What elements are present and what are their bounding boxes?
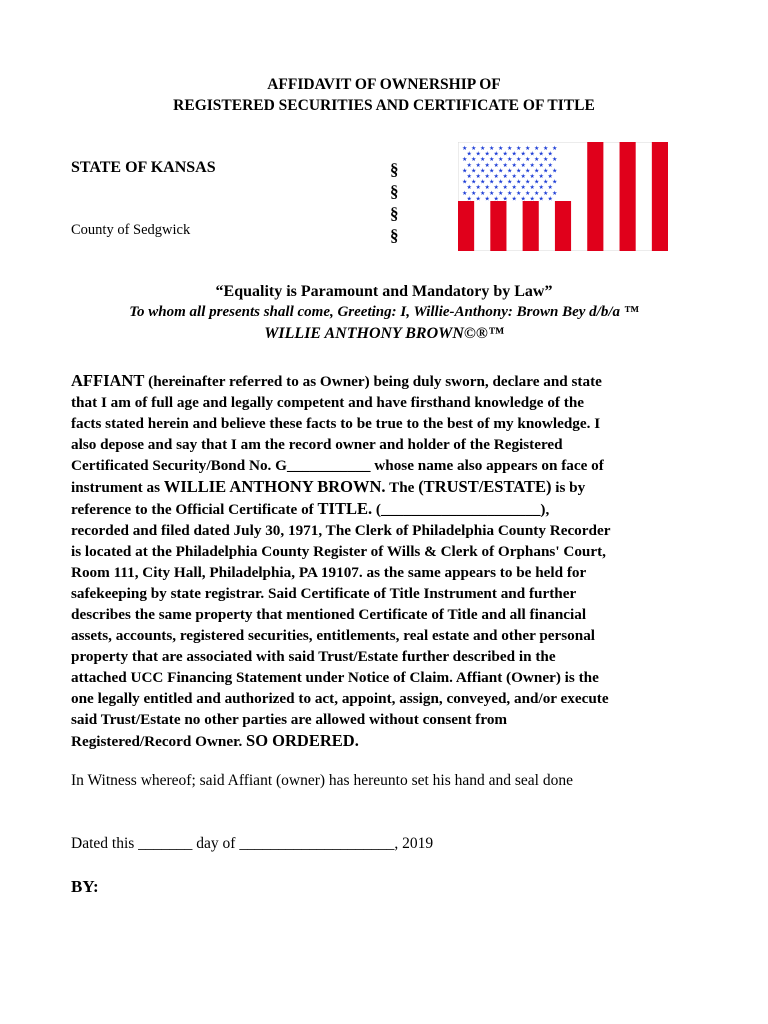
flag-star: ★ (462, 189, 468, 197)
flag-star: ★ (475, 184, 481, 192)
flag-star: ★ (525, 189, 531, 197)
body-line: Certificated Security/Bond No. G___________ whose name also appears on face of (71, 457, 604, 474)
flag-star: ★ (480, 178, 486, 186)
flag-star: ★ (552, 156, 558, 164)
by-label: BY: (71, 877, 99, 896)
flag-star: ★ (525, 145, 531, 152)
body-line: is by (551, 479, 586, 496)
flag-star: ★ (538, 173, 544, 180)
body-line: The (385, 479, 419, 496)
flag-star: ★ (534, 189, 540, 197)
flag-star: ★ (516, 189, 522, 197)
flag-star: ★ (480, 145, 486, 152)
flag-star: ★ (502, 184, 508, 192)
section-mark-4: § (390, 226, 399, 245)
flag-star: ★ (475, 150, 481, 158)
flag-icon (458, 142, 668, 251)
body-line: (_____________________), (372, 501, 550, 518)
flag-star: ★ (552, 167, 558, 175)
section-mark-2: § (390, 182, 399, 201)
flag-star: ★ (529, 195, 535, 203)
state-label: STATE OF KANSAS (71, 159, 216, 176)
flag-star: ★ (547, 173, 553, 180)
section-mark-1: § (390, 160, 399, 179)
flag-star: ★ (516, 167, 522, 175)
flag-star: ★ (484, 195, 490, 203)
flag-star: ★ (484, 184, 490, 192)
flag-star: ★ (516, 145, 522, 152)
flag-star: ★ (552, 145, 558, 152)
flag-star: ★ (511, 161, 517, 169)
flag-star: ★ (511, 195, 517, 203)
flag-star: ★ (471, 178, 477, 186)
flag-star: ★ (480, 189, 486, 197)
body-line: Registered/Record Owner. (71, 733, 247, 750)
flag-star: ★ (475, 173, 481, 180)
flag-star: ★ (534, 156, 540, 164)
body-line: that I am of full age and legally competent and have firsthand knowledge of the (71, 394, 585, 411)
flag-stripe (555, 201, 571, 251)
flag-star: ★ (475, 195, 481, 203)
flag-star: ★ (493, 184, 499, 192)
flag-star: ★ (462, 167, 468, 175)
body-line: one legally entitled and authorized to act, appoint, assign, conveyed, and/or execute (71, 690, 609, 707)
flag-star: ★ (529, 161, 535, 169)
flag-star: ★ (462, 178, 468, 186)
trust-estate: (TRUST/ESTATE) (418, 477, 552, 496)
flag-star: ★ (520, 184, 526, 192)
flag-star: ★ (471, 167, 477, 175)
flag-star: ★ (462, 145, 468, 152)
motto: “Equality is Paramount and Mandatory by Law” (215, 283, 553, 300)
flag-star: ★ (538, 161, 544, 169)
body-line: facts stated herein and believe these facts to be true to the best of my knowledge. I (71, 415, 601, 432)
flag-star: ★ (493, 150, 499, 158)
flag-star: ★ (529, 150, 535, 158)
flag-star: ★ (520, 195, 526, 203)
body-line: recorded and filed dated July 30, 1971, The Clerk of Philadelphia County Recorder (71, 522, 611, 539)
flag-stripe (652, 142, 668, 251)
flag-star: ★ (507, 156, 513, 164)
body-line: is located at the Philadelphia County Register of Wills & Clerk of Orphans' Court, (71, 543, 606, 560)
flag-star: ★ (475, 161, 481, 169)
flag-star: ★ (502, 195, 508, 203)
flag-star: ★ (489, 156, 495, 164)
flag-star: ★ (466, 150, 472, 158)
flag-star: ★ (489, 178, 495, 186)
body-line: said Trust/Estate no other parties are allowed without consent from (71, 711, 508, 728)
flag-star: ★ (498, 167, 504, 175)
flag-star: ★ (480, 156, 486, 164)
flag-stripe (523, 201, 539, 251)
flag-star: ★ (502, 173, 508, 180)
flag-star: ★ (489, 189, 495, 197)
flag-star: ★ (538, 184, 544, 192)
flag-star: ★ (466, 161, 472, 169)
flag-star: ★ (529, 173, 535, 180)
witness-line: In Witness whereof; said Affiant (owner) has hereunto set his hand and seal done (71, 772, 573, 789)
flag-star: ★ (520, 173, 526, 180)
flag-star: ★ (534, 145, 540, 152)
flag-star: ★ (552, 189, 558, 197)
flag-star: ★ (507, 145, 513, 152)
flag-star: ★ (480, 167, 486, 175)
body-line: attached UCC Financing Statement under Notice of Claim. Affiant (Owner) is the (71, 669, 599, 686)
body-line: instrument as (71, 479, 164, 496)
flag-star: ★ (511, 184, 517, 192)
flag-star: ★ (466, 173, 472, 180)
flag-star: ★ (489, 145, 495, 152)
flag-star: ★ (543, 178, 549, 186)
flag-star: ★ (543, 145, 549, 152)
flag-star: ★ (462, 156, 468, 164)
flag-star: ★ (511, 173, 517, 180)
so-ordered: SO ORDERED. (246, 731, 359, 750)
flag-star: ★ (547, 150, 553, 158)
body-line: assets, accounts, registered securities, entitlements, real estate and other personal (71, 627, 596, 644)
flag-star: ★ (543, 167, 549, 175)
body-line: also depose and say that I am the record owner and holder of the Registered (71, 436, 563, 453)
flag-star: ★ (498, 156, 504, 164)
flag-star: ★ (552, 178, 558, 186)
flag-star: ★ (547, 184, 553, 192)
county-label: County of Sedgwick (71, 222, 191, 238)
flag-star: ★ (516, 156, 522, 164)
title-line-1: AFFIDAVIT OF OWNERSHIP OF (267, 76, 501, 93)
flag-star: ★ (507, 178, 513, 186)
flag-star: ★ (484, 161, 490, 169)
flag-star: ★ (471, 145, 477, 152)
flag-star: ★ (466, 195, 472, 203)
flag-star: ★ (525, 178, 531, 186)
flag-star: ★ (502, 150, 508, 158)
flag-star: ★ (493, 161, 499, 169)
flag-star: ★ (543, 189, 549, 197)
flag-star: ★ (493, 173, 499, 180)
flag-star: ★ (471, 156, 477, 164)
flag-star: ★ (471, 189, 477, 197)
owner-name: WILLIE ANTHONY BROWN. (163, 477, 386, 496)
flag-star: ★ (543, 156, 549, 164)
affiant-lead: AFFIANT (71, 371, 145, 390)
flag-star: ★ (520, 150, 526, 158)
section-mark-3: § (390, 204, 399, 223)
dated-line: Dated this _______ day of ____________________, 2019 (71, 835, 434, 852)
flag-star: ★ (534, 167, 540, 175)
flag-star: ★ (525, 167, 531, 175)
flag-star: ★ (534, 178, 540, 186)
flag-star: ★ (547, 195, 553, 203)
flag-star: ★ (529, 184, 535, 192)
flag-star: ★ (547, 161, 553, 169)
flag-star: ★ (511, 150, 517, 158)
flag-star: ★ (484, 173, 490, 180)
flag-star: ★ (466, 184, 472, 192)
body-line: reference to the Official Certificate of (71, 501, 318, 518)
title-line-2: REGISTERED SECURITIES AND CERTIFICATE OF TITLE (173, 97, 595, 114)
flag-star: ★ (484, 150, 490, 158)
body-line: describes the same property that mentioned Certificate of Title and all financial (71, 606, 587, 623)
flag-star: ★ (502, 161, 508, 169)
body-line: Room 111, City Hall, Philadelphia, PA 19107. as the same appears to be held for (71, 564, 587, 581)
flag-stripe (458, 201, 474, 251)
flag-star: ★ (507, 189, 513, 197)
flag-star: ★ (489, 167, 495, 175)
greeting: To whom all presents shall come, Greeting: I, Willie-Anthony: Brown Bey d/b/a ™ (129, 304, 639, 320)
flag-star: ★ (538, 195, 544, 203)
name-line: WILLIE ANTHONY BROWN©®™ (264, 325, 504, 342)
body-line: property that are associated with said Trust/Estate further described in the (71, 648, 556, 665)
flag-star: ★ (525, 156, 531, 164)
flag-star: ★ (493, 195, 499, 203)
affidavit-body (71, 370, 711, 752)
flag-stripe (620, 142, 636, 251)
flag-stripe (587, 142, 603, 251)
title-word: TITLE. (317, 499, 373, 518)
flag-star: ★ (498, 145, 504, 152)
flag-star: ★ (507, 167, 513, 175)
flag-star: ★ (520, 161, 526, 169)
flag-star: ★ (538, 150, 544, 158)
flag-star: ★ (516, 178, 522, 186)
flag-star: ★ (498, 178, 504, 186)
body-line: safekeeping by state registrar. Said Certificate of Title Instrument and further (71, 585, 577, 602)
body-line: (hereinafter referred to as Owner) being duly sworn, declare and state (144, 373, 602, 390)
flag-star: ★ (498, 189, 504, 197)
flag-stripe (490, 201, 506, 251)
